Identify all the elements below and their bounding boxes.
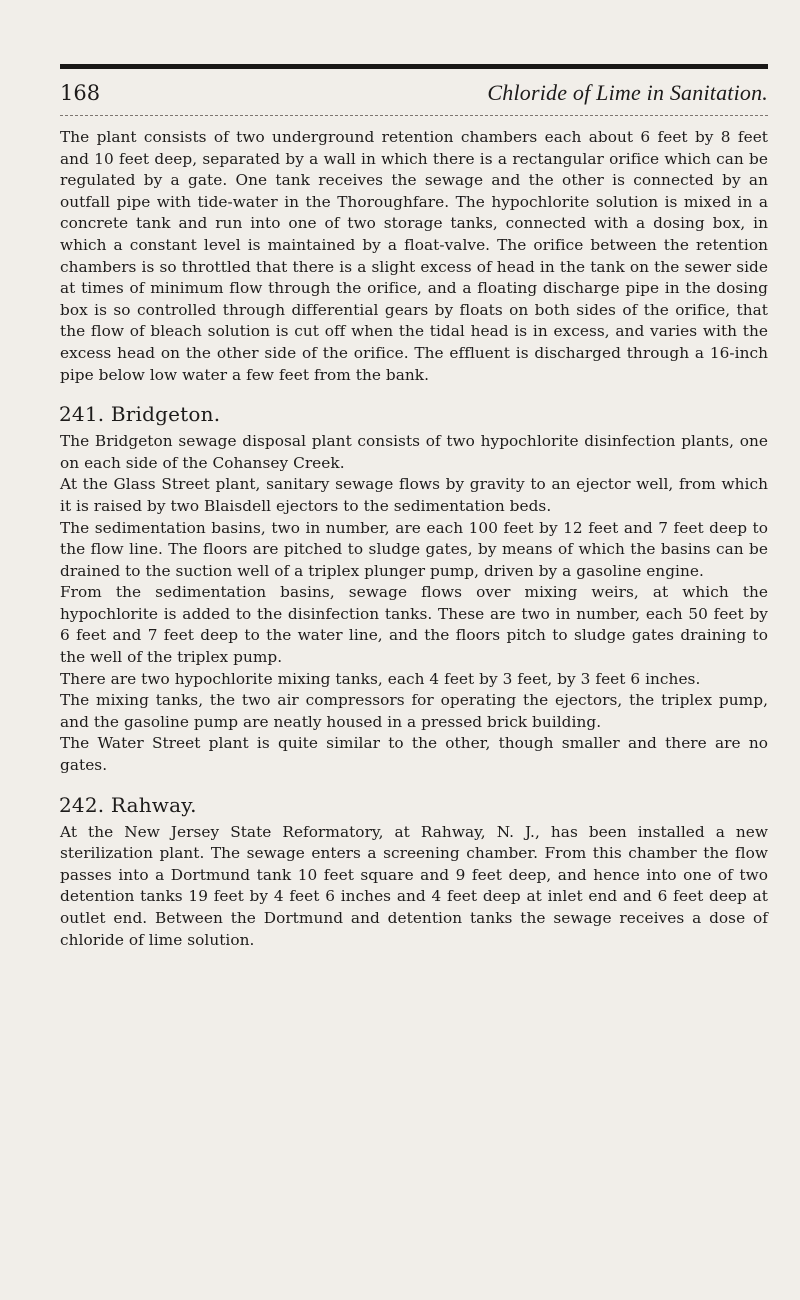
- header-bottom-rule: [60, 115, 768, 116]
- page-number: 168: [60, 81, 101, 105]
- body-paragraph: From the sedimentation basins, sewage flows over mixing weirs, at which the hypochlorite is added to the disinfection tanks. These are two in number, each 50 feet by 6 feet and 7 feet deep to the water line, and the floors pitch to sludge gates draining to the well of the triplex pump.: [60, 583, 768, 667]
- body-paragraph: The plant consists of two underground retention chambers each about 6 feet by 8 feet and 10 feet deep, separated by a wall in which there is a rectangular orifice which can be regulated by a gate. One tank receives the sewage and the other is connected by an outfall pipe with tide-water in the Thoroughfare. The hypochlorite solution is mixed in a concrete tank and run into one of two storage tanks, connected with a dosing box, in which a constant level is maintained by a float-valve. The orifice between the retention chambers is so throttled that there is a slight excess of head in the tank on the sewer side at times of minimum flow through the orifice, and a floating discharge pipe in the dosing box is so controlled through differential gears by floats on both sides of the orifice, that the flow of bleach solution is cut off when the tidal head is in excess, and varies with the excess head on the other side of the orifice. The effluent is discharged through a 16-inch pipe below low water a few feet from the bank.: [60, 128, 768, 384]
- header-top-rule: [60, 64, 768, 69]
- section-heading-rahway: 242. Rahway.: [59, 792, 197, 817]
- body-paragraph: The mixing tanks, the two air compressors for operating the ejectors, the triplex pump, and the gasoline pump are neatly housed in a pressed brick building.: [60, 691, 768, 731]
- running-title: Chloride of Lime in Sanitation.: [487, 80, 768, 105]
- page-body: [60, 127, 768, 951]
- section-heading-bridgeton: 241. Bridgeton.: [59, 402, 221, 427]
- body-paragraph: The sedimentation basins, two in number, are each 100 feet by 12 feet and 7 feet deep to the flow line. The floors are pitched to sludge gates, by means of which the basins can be drained to the suction well of a triplex plunger pump, driven by a gasoline engine.: [60, 518, 768, 580]
- body-paragraph: At the Glass Street plant, sanitary sewage flows by gravity to an ejector well, from which it is raised by two Blaisdell ejectors to the sedimentation beds.: [60, 475, 768, 515]
- body-paragraph: The Bridgeton sewage disposal plant consists of two hypochlorite disinfection plants, one on each side of the Cohansey Creek.: [60, 432, 768, 472]
- page-header: [60, 76, 768, 106]
- body-paragraph: The Water Street plant is quite similar to the other, though smaller and there are no gates.: [60, 734, 768, 775]
- body-paragraph: There are two hypochlorite mixing tanks, each 4 feet by 3 feet, by 3 feet 6 inches.: [60, 669, 701, 688]
- body-paragraph: At the New Jersey State Reformatory, at Rahway, N. J., has been installed a new sterilization plant. The sewage enters a screening chamber. From this chamber the flow passes into a Dortmund tank 10 feet square and 9 feet deep, and hence into one of two detention tanks 19 feet by 4 feet 6 inches and 4 feet deep at inlet end and 6 feet deep at outlet end. Between the Dortmund and detention tanks the sewage receives a dose of chloride of lime solution.: [60, 822, 768, 949]
